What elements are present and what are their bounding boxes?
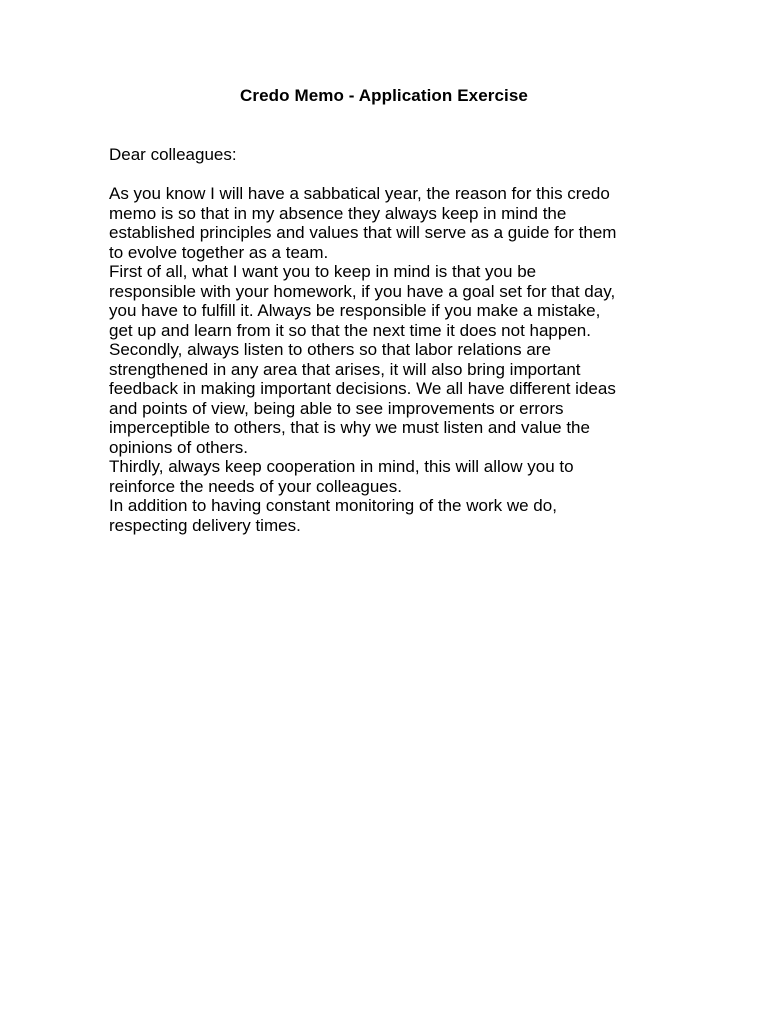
text-line: memo is so that in my absence they always keep in mind the [109, 203, 567, 223]
text-line: opinions of others. [109, 437, 248, 457]
page-title: Credo Memo - Application Exercise [240, 86, 528, 105]
text-line: to evolve together as a team. [109, 242, 329, 262]
text-line: strengthened in any area that arises, it will also bring important [109, 359, 581, 379]
text-line: Thirdly, always keep cooperation in mind, this will allow you to [109, 457, 574, 476]
text-line: get up and learn from it so that the next time it does not happen. [109, 320, 591, 340]
text-line: Secondly, always listen to others so that labor relations are [109, 340, 551, 359]
memo-body [109, 145, 649, 535]
text-line: you have to fulfill it. Always be responsible if you make a mistake, [109, 301, 601, 320]
text-line: responsible with your homework, if you have a goal set for that day, [109, 281, 616, 301]
text-line: reinforce the needs of your colleagues. [109, 476, 402, 496]
text-line: established principles and values that will serve as a guide for them [109, 223, 617, 242]
memo-text [109, 184, 649, 535]
text-line: As you know I will have a sabbatical year, the reason for this credo [109, 184, 610, 203]
text-line: imperceptible to others, that is why we must listen and value the [109, 418, 590, 437]
text-line: In addition to having constant monitoring of the work we do, [109, 496, 557, 515]
salutation: Dear colleagues: [109, 145, 237, 164]
text-line: respecting delivery times. [109, 515, 301, 535]
text-line: feedback in making important decisions. We all have different ideas [109, 379, 616, 398]
text-line: and points of view, being able to see improvements or errors [109, 398, 564, 418]
text-line: First of all, what I want you to keep in mind is that you be [109, 262, 537, 281]
